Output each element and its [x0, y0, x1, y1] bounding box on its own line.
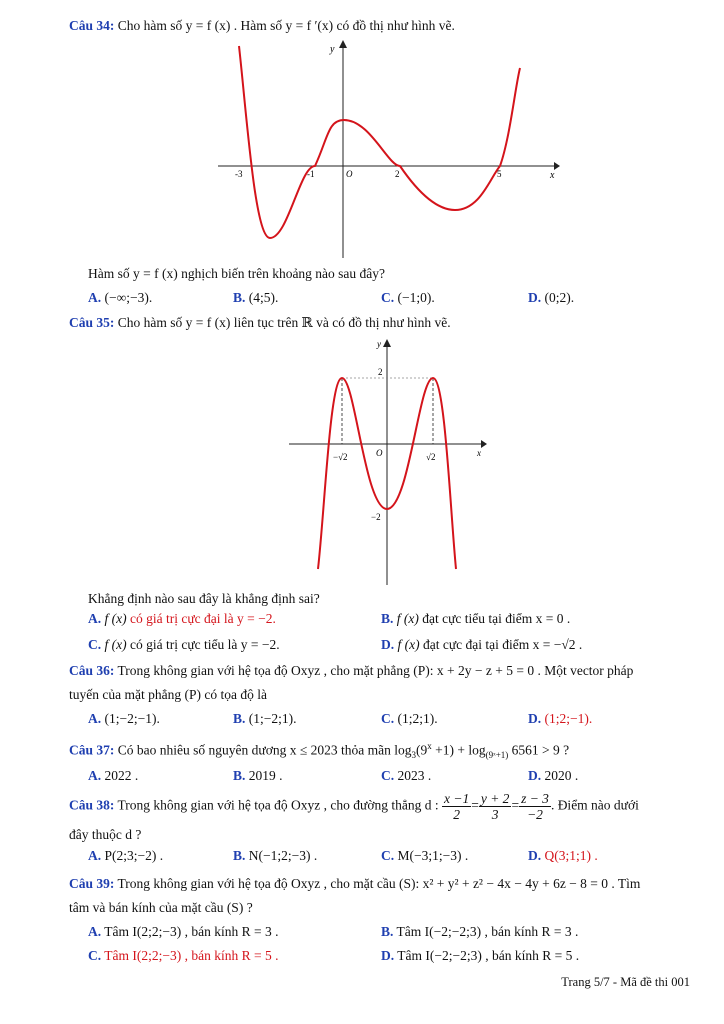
x-axis-label: x	[550, 170, 555, 181]
question-number: Câu 37:	[69, 742, 115, 758]
question-text: Cho hàm số y = f (x) . Hàm số y = f ′(x) có đồ thị như hình vẽ.	[114, 18, 455, 33]
derivative-graph	[210, 38, 560, 260]
option-c[interactable]: C. 2023 .	[381, 768, 432, 783]
tick-label: 5	[497, 169, 502, 179]
option-d[interactable]: D. (1;2;−1).	[528, 711, 593, 726]
question-34-stem	[69, 18, 455, 34]
y-axis-label: y	[330, 44, 335, 55]
option-c[interactable]: C. M(−3;1;−3) .	[381, 848, 469, 863]
x-axis-label: x	[477, 448, 481, 458]
tick-label: √2	[426, 452, 436, 462]
option-c[interactable]: C. (1;2;1).	[381, 711, 438, 726]
option-c[interactable]: C. f (x) có giá trị cực tiểu là y = −2.	[88, 637, 280, 652]
function-graph	[285, 337, 490, 587]
fraction: $\frac{y + 2}{3}$	[480, 791, 510, 822]
question-text: Trong không gian với hệ tọa độ Oxyz , cho mặt cầu (S): x² + y² + z² − 4x − 4y + 6z − 8 = 0 . Tìm	[114, 876, 641, 891]
tick-label: −√2	[333, 452, 348, 462]
option-a[interactable]: A. P(2;3;−2) .	[88, 848, 164, 863]
tick-label: 2	[395, 169, 400, 179]
option-b[interactable]: B. (1;−2;1).	[233, 711, 297, 726]
fraction: $\frac{z - 3}{-2}$	[521, 791, 549, 822]
question-39-stem-cont: tâm và bán kính của mặt cầu (S) ?	[69, 900, 253, 915]
option-b[interactable]: B. Tâm I(−2;−2;3) , bán kính R = 3 .	[381, 924, 579, 939]
origin-label: O	[376, 448, 383, 458]
tick-label: -3	[235, 169, 243, 179]
option-a[interactable]: A. f (x) có giá trị cực đại là y = −2.	[88, 611, 276, 626]
option-b[interactable]: B. f (x) đạt cực tiểu tại điểm x = 0 .	[381, 611, 571, 626]
min-value-label: −2	[371, 512, 381, 522]
option-c[interactable]: C. Tâm I(2;2;−3) , bán kính R = 5 .	[88, 948, 279, 963]
option-b[interactable]: B. 2019 .	[233, 768, 283, 783]
question-34-prompt: Hàm số y = f (x) nghịch biến trên khoảng nào sau đây?	[88, 266, 386, 281]
origin-label: O	[346, 169, 353, 179]
question-37-stem: Câu 37: Có bao nhiêu số nguyên dương x ≤ 2023 thỏa mãn $\log_3(9^x +1) + \log_{(9ˣ+1)} 6561 > 9$ ?	[69, 741, 570, 761]
option-d[interactable]: D. f (x) đạt cực đại tại điểm x = −√2 .	[381, 637, 583, 652]
question-number: Câu 35:	[69, 315, 115, 330]
option-a[interactable]: A. (1;−2;−1).	[88, 711, 160, 726]
option-b[interactable]: B. (4;5).	[233, 290, 279, 305]
option-a[interactable]: A. 2022 .	[88, 768, 139, 783]
question-number: Câu 34:	[69, 18, 115, 33]
option-d[interactable]: D. Tâm I(−2;−2;3) , bán kính R = 5 .	[381, 948, 580, 963]
option-c[interactable]: C. (−1;0).	[381, 290, 435, 305]
option-a[interactable]: A. (−∞;−3).	[88, 290, 153, 305]
option-b[interactable]: B. N(−1;2;−3) .	[233, 848, 318, 863]
option-d[interactable]: D. 2020 .	[528, 768, 579, 783]
question-38-stem: Câu 38: Trong không gian với hệ tọa độ Oxyz , cho đường thẳng d : $\frac{x -1}{2}$ = $\frac{y + 2}{3}$ = $\frac{z - 3}{-2}$ . Điểm nào dưới	[69, 791, 639, 822]
y-axis-label: y	[377, 339, 381, 349]
max-value-label: 2	[378, 367, 383, 377]
question-39-stem	[69, 876, 640, 892]
option-d[interactable]: D. Q(3;1;1) .	[528, 848, 598, 863]
fraction: $\frac{x -1}{2}$	[443, 791, 470, 822]
page-footer: Trang 5/7 - Mã đề thi 001	[561, 975, 690, 989]
question-text: Cho hàm số y = f (x) liên tục trên ℝ và có đồ thị như hình vẽ.	[114, 315, 451, 330]
option-a[interactable]: A. Tâm I(2;2;−3) , bán kính R = 3 .	[88, 924, 279, 939]
question-number: Câu 36:	[69, 663, 115, 678]
tick-label: -1	[307, 169, 315, 179]
question-text: Trong không gian với hệ tọa độ Oxyz , cho mặt phẳng (P): x + 2y − z + 5 = 0 . Một vector pháp	[114, 663, 634, 678]
question-36-stem	[69, 663, 633, 679]
question-36-stem-cont: tuyến của mặt phẳng (P) có tọa độ là	[69, 687, 267, 702]
question-38-stem-cont: đây thuộc d ?	[69, 827, 142, 842]
question-35-prompt: Khẳng định nào sau đây là khẳng định sai?	[88, 591, 320, 606]
option-d[interactable]: D. (0;2).	[528, 290, 575, 305]
question-number: Câu 39:	[69, 876, 115, 891]
question-number: Câu 38:	[69, 797, 115, 813]
question-35-stem	[69, 315, 451, 331]
